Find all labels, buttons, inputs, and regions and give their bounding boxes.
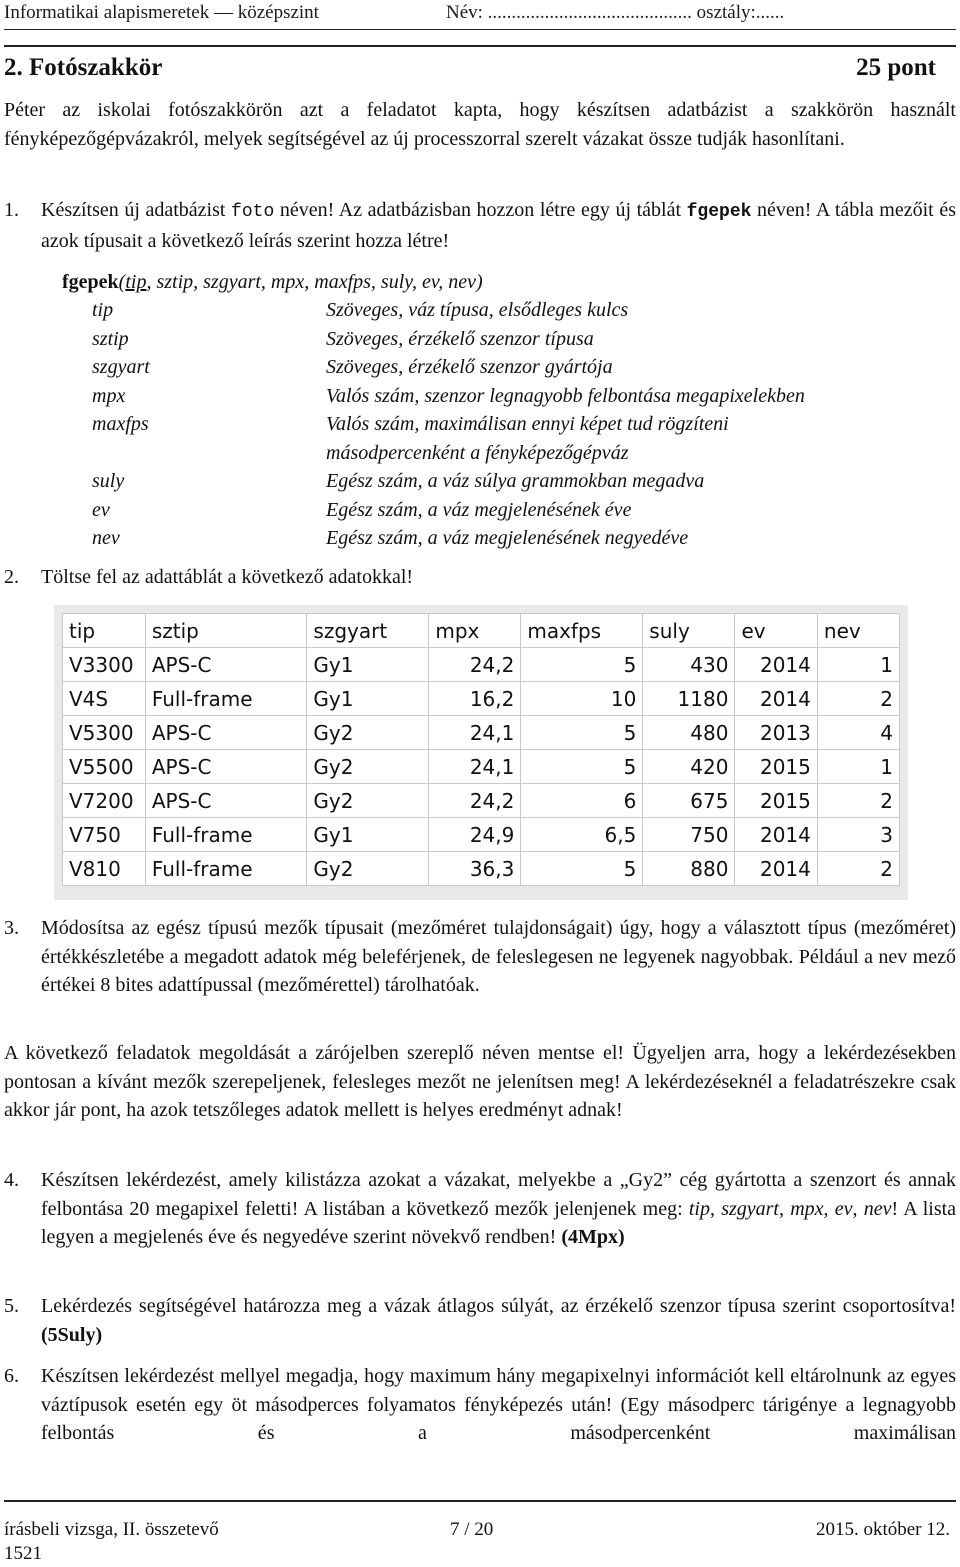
table-row <box>63 852 900 886</box>
field-row <box>92 353 932 382</box>
task-text <box>41 196 956 255</box>
header-rule <box>4 29 956 30</box>
task-text: Töltse fel az adattáblát a következő adatokkal! <box>41 566 414 588</box>
table-cell: 5 <box>521 648 643 682</box>
footer-date: 2015. október 12. <box>815 1519 950 1540</box>
table-cell: APS-C <box>145 648 307 682</box>
column-header: suly <box>643 614 735 648</box>
table-cell: V3300 <box>63 648 146 682</box>
field-description: Valós szám, maximálisan ennyi képet tud rögzíteni másodpercenként a fényképezőgépváz <box>326 413 729 464</box>
field-name: ev <box>92 498 110 521</box>
table-cell: 2015 <box>735 784 817 818</box>
section-points: 25 pont <box>856 54 936 81</box>
table-cell: 430 <box>643 648 735 682</box>
save-name: (5Suly) <box>41 1323 103 1346</box>
field-row <box>92 496 932 525</box>
data-table-image <box>54 605 908 900</box>
table-cell: V5300 <box>63 716 146 750</box>
task-number: 2. <box>4 566 19 588</box>
table-cell: Gy2 <box>307 852 429 886</box>
table-cell: 2 <box>817 682 899 716</box>
field-ref: mpx <box>790 1197 824 1220</box>
table-cell: 10 <box>521 682 643 716</box>
field-name: szgyart <box>92 356 150 378</box>
table-cell: V5500 <box>63 750 146 784</box>
schema-definition <box>62 268 483 296</box>
table-cell: Full-frame <box>145 852 307 886</box>
table-cell: Gy1 <box>307 648 429 682</box>
field-name: suly <box>92 470 125 492</box>
save-name: (4Mpx) <box>561 1226 625 1248</box>
table-cell: Full-frame <box>145 682 307 716</box>
task-2 <box>4 563 956 592</box>
footer-code: 1521 <box>4 1543 42 1564</box>
table-cell: 24,2 <box>429 648 521 682</box>
field-name: nev <box>92 527 120 549</box>
task-number: 5. <box>4 1295 19 1317</box>
table-cell: Gy1 <box>307 818 429 852</box>
table-cell: 16,2 <box>429 682 521 716</box>
task-text: Készítsen lekérdezést mellyel megadja, hogy maximum hány megapixelnyi információt kell eltárolnunk az egyes váztípusok esetén egy öt másodperces folyamatos fényképezés után! (Egy másodperc tárigénye a legnagyobb felbontás és a másodpercenként maximálisan <box>41 1365 956 1444</box>
table-cell: 2013 <box>735 716 817 750</box>
field-name: maxfps <box>92 413 149 435</box>
column-header: tip <box>63 614 146 648</box>
intro-paragraph: Péter az iskolai fotószakkörön azt a feladatot kapta, hogy készítsen adatbázist a szakkörön használt fényképezőgépvázakról, melyek segítségével az új processzorral szerelt vázakat össze tudják hasonlítani. <box>4 99 956 150</box>
table-name: fgepek <box>686 202 752 222</box>
table-row <box>63 648 900 682</box>
table-cell: APS-C <box>145 716 307 750</box>
db-name: foto <box>231 202 275 222</box>
field-row <box>92 410 932 467</box>
table-cell: 5 <box>521 852 643 886</box>
task-number: 3. <box>4 917 19 939</box>
task-text-part: Készítsen új adatbázist <box>41 199 232 221</box>
table-cell: 6,5 <box>521 818 643 852</box>
field-ref: ev <box>834 1197 853 1220</box>
footer-rule <box>4 1500 956 1502</box>
task-4 <box>4 1166 956 1252</box>
task-number: 4. <box>4 1169 19 1191</box>
table-cell: V4S <box>63 682 146 716</box>
field-ref: nev <box>863 1197 892 1220</box>
table-cell: 24,2 <box>429 784 521 818</box>
column-header: ev <box>735 614 817 648</box>
field-description: Szöveges, váz típusa, elsődleges kulcs <box>326 299 629 321</box>
table-cell: 2 <box>817 784 899 818</box>
table-cell: APS-C <box>145 784 307 818</box>
task-text-part: ! A lista legyen a megjelenés éve és negyedéve szerint növekvő rendben! <box>41 1197 957 1248</box>
task-number: 1. <box>4 199 19 221</box>
schema-open: ( <box>118 271 126 293</box>
table-cell: 2015 <box>735 750 817 784</box>
separator: , <box>709 1197 722 1220</box>
field-name: tip <box>92 299 114 321</box>
field-description: Szöveges, érzékelő szenzor típusa <box>326 327 594 350</box>
table-cell: Gy2 <box>307 716 429 750</box>
column-header: mpx <box>429 614 521 648</box>
table-cell: 3 <box>817 818 899 852</box>
table-row <box>63 716 900 750</box>
field-row <box>92 296 932 325</box>
column-header: maxfps <box>521 614 643 648</box>
field-row <box>92 467 932 496</box>
table-cell: 2 <box>817 852 899 886</box>
schema-primary-key: tip <box>125 271 147 293</box>
table-cell: Gy2 <box>307 750 429 784</box>
table-cell: 2014 <box>735 682 817 716</box>
field-ref: szgyart <box>721 1197 779 1220</box>
task-text-part: néven! Az adatbázisban hozzon létre egy új táblát <box>274 199 687 221</box>
column-header: sztip <box>145 614 307 648</box>
table-cell: 2014 <box>735 818 817 852</box>
table-cell: 24,9 <box>429 818 521 852</box>
column-header: szgyart <box>307 614 429 648</box>
task-text <box>41 1166 956 1252</box>
field-description: Valós szám, szenzor legnagyobb felbontása megapixelekben <box>326 384 805 407</box>
table-header-row <box>63 614 900 648</box>
task-1 <box>4 196 956 255</box>
table-cell: Gy1 <box>307 682 429 716</box>
instructions-note: A következő feladatok megoldását a zárójelben szereplő néven mentse el! Ügyeljen arra, hogy a lekérdezésekben pontosan a kívánt mezők szerepeljenek, felesleges mezőt ne jelenítsen meg! A lekérdezéseknél a feladatrészekre csak akkor jár pont, ha azok tetszőleges adatok mellett is helyes eredményt adnak! <box>4 1042 956 1121</box>
table-cell: 675 <box>643 784 735 818</box>
footer-page-number: 7 / 20 <box>450 1519 494 1540</box>
table-cell: 4 <box>817 716 899 750</box>
table-cell: 2014 <box>735 648 817 682</box>
section-title: 2. Fotószakkör <box>4 54 163 81</box>
field-name: sztip <box>92 327 129 350</box>
task-6 <box>4 1362 956 1448</box>
field-description: Egész szám, a váz megjelenésének éve <box>326 498 632 521</box>
table-cell: 24,1 <box>429 750 521 784</box>
field-description: Szöveges, érzékelő szenzor gyártója <box>326 356 613 378</box>
table-cell: 5 <box>521 750 643 784</box>
section-title-row <box>4 52 936 86</box>
section-rule <box>4 45 956 47</box>
separator: , <box>852 1197 864 1220</box>
task-5 <box>4 1292 956 1349</box>
field-name: mpx <box>92 384 126 407</box>
task-text-part: Lekérdezés segítségével határozza meg a vázak átlagos súlyát, az érzékelő szenzor típusa szerint csoportosítva! <box>41 1295 956 1317</box>
schema-table-name: fgepek <box>62 271 119 293</box>
table-cell: Full-frame <box>145 818 307 852</box>
table-row <box>63 784 900 818</box>
field-description: Egész szám, a váz súlya grammokban megadva <box>326 470 705 492</box>
table-cell: 1 <box>817 750 899 784</box>
page-header <box>4 0 956 28</box>
table-row <box>63 682 900 716</box>
table-cell: 36,3 <box>429 852 521 886</box>
table-cell: 420 <box>643 750 735 784</box>
table-cell: V810 <box>63 852 146 886</box>
table-cell: 24,1 <box>429 716 521 750</box>
task-3 <box>4 914 956 1000</box>
schema-field-list: , sztip, szgyart, mpx, maxfps, suly, ev, nev) <box>146 271 483 293</box>
task-text-part: Készítsen lekérdezést, amely kilistázza azokat a vázakat, melyekbe a „Gy2” cég gyártotta a szenzort és annak felbontása 20 megapixel feletti! A listában a következő mezők jelenjenek meg: <box>41 1169 956 1220</box>
field-row <box>92 325 932 354</box>
table-cell: 750 <box>643 818 735 852</box>
task-text-part: néven! A tábla mezőit és azok típusait a következő leírás szerint hozza létre! <box>41 199 956 252</box>
table-cell: 6 <box>521 784 643 818</box>
field-row <box>92 382 932 411</box>
task-text: Módosítsa az egész típusú mezők típusait (mezőméret tulajdonságait) úgy, hogy a választott típus (mezőméret) értékkészletébe a megadott adatok még beleférjenek, de feleslegesen ne legyenek nagyobbak. Például a nev mező értékei 8 bites adattípussal (mezőmérettel) tárolhatóak. <box>41 917 956 996</box>
task-number: 6. <box>4 1365 19 1387</box>
footer-exam: írásbeli vizsga, II. összetevő <box>4 1519 219 1540</box>
table-cell: Gy2 <box>307 784 429 818</box>
table-cell: V7200 <box>63 784 146 818</box>
table-cell: 5 <box>521 716 643 750</box>
header-subject: Informatikai alapismeretek — középszint <box>4 2 319 23</box>
task-text <box>41 1292 956 1349</box>
field-description: Egész szám, a váz megjelenésének negyedéve <box>326 527 689 549</box>
table-cell: APS-C <box>145 750 307 784</box>
table-row <box>63 818 900 852</box>
table-cell: 480 <box>643 716 735 750</box>
table-cell: 1180 <box>643 682 735 716</box>
field-row <box>92 524 932 553</box>
field-ref: tip <box>688 1197 710 1220</box>
table-cell: 1 <box>817 648 899 682</box>
column-header: nev <box>817 614 899 648</box>
header-name-class: Név: ........................................... osztály:...... <box>446 2 785 23</box>
field-list <box>92 296 932 553</box>
table-cell: 880 <box>643 852 735 886</box>
table-cell: V750 <box>63 818 146 852</box>
separator: , <box>823 1197 835 1220</box>
separator: , <box>778 1197 791 1220</box>
data-table <box>62 613 900 886</box>
table-row <box>63 750 900 784</box>
table-cell: 2014 <box>735 852 817 886</box>
